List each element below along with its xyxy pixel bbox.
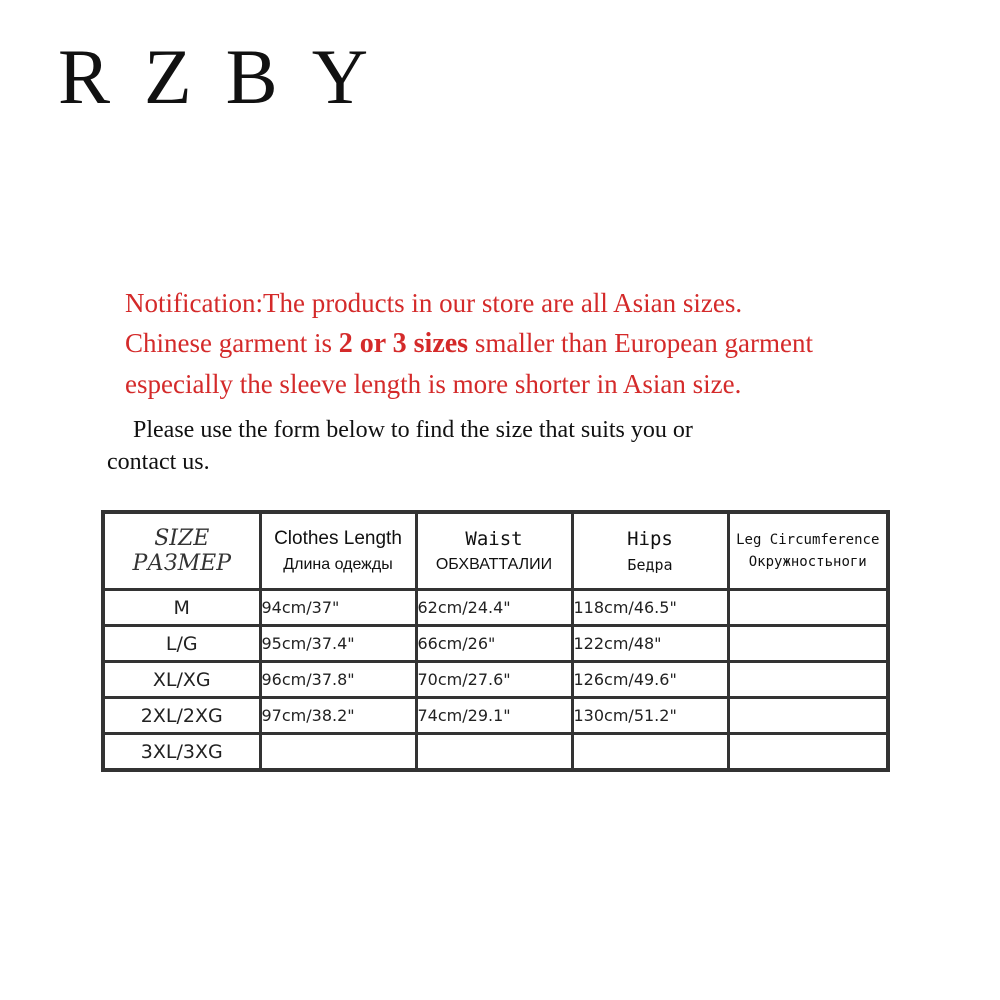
table-cell: 70cm/27.6": [416, 662, 572, 698]
table-cell: 62cm/24.4": [416, 590, 572, 626]
header-leg-circumference-ru: Окружностьноги: [748, 554, 867, 570]
table-cell: 118cm/46.5": [572, 590, 728, 626]
row-size-label: XL/XG: [103, 662, 260, 698]
table-row: [103, 698, 888, 734]
table-cell: [416, 734, 572, 771]
notification-emphasis: 2 or 3 sizes: [338, 328, 469, 359]
table-cell: [728, 590, 888, 626]
header-clothes-length-ru: Длина одежды: [283, 556, 393, 573]
notification-line-2-post: smaller than European garment: [468, 328, 813, 358]
header-hips-ru: Бедра: [627, 556, 673, 574]
header-hips: [572, 512, 728, 590]
table-cell: 66cm/26": [416, 626, 572, 662]
table-header-row: [103, 512, 888, 590]
table-cell: 95cm/37.4": [260, 626, 416, 662]
table-cell: [728, 662, 888, 698]
header-waist-ru: ОБХВАТТАЛИИ: [435, 556, 553, 573]
table-row: [103, 734, 888, 771]
table-row: [103, 626, 888, 662]
table-cell: 96cm/37.8": [260, 662, 416, 698]
table-cell: 94cm/37": [260, 590, 416, 626]
table-cell: [728, 734, 888, 771]
notification-line-2-pre: Chinese garment is: [125, 328, 339, 358]
table-row: [103, 590, 888, 626]
table-row: [103, 662, 888, 698]
table-cell: 74cm/29.1": [416, 698, 572, 734]
instruction-text: [107, 414, 693, 478]
notification-line-3: especially the sleeve length is more shorter in Asian size.: [125, 369, 742, 399]
table-cell: [572, 734, 728, 771]
notification-line-2: [125, 323, 813, 364]
header-hips-en: Hips: [627, 528, 673, 550]
header-leg-circumference-en: Leg Circumference: [736, 532, 880, 548]
table-cell: [728, 698, 888, 734]
header-leg-circumference: [728, 512, 888, 590]
instruction-line-2: contact us.: [107, 449, 210, 475]
size-chart-table: [101, 510, 890, 772]
row-size-label: L/G: [103, 626, 260, 662]
notification-line-1: Notification:The products in our store are all Asian sizes.: [125, 288, 743, 318]
instruction-line-1: Please use the form below to find the size that suits you or: [133, 417, 693, 443]
header-waist-en: Waist: [465, 528, 523, 550]
brand-logo: RZBY: [58, 33, 403, 120]
table-cell: 130cm/51.2": [572, 698, 728, 734]
table-cell: 126cm/49.6": [572, 662, 728, 698]
header-waist: [416, 512, 572, 590]
table-cell: [260, 734, 416, 771]
header-size-en: SIZE: [154, 526, 210, 551]
row-size-label: 3XL/3XG: [103, 734, 260, 771]
table-cell: [728, 626, 888, 662]
notification-text: [125, 283, 813, 404]
row-size-label: M: [103, 590, 260, 626]
header-size-ru: РАЗМЕР: [132, 551, 232, 576]
table-cell: 97cm/38.2": [260, 698, 416, 734]
header-size: [103, 512, 260, 590]
header-clothes-length-en: Clothes Length: [274, 528, 402, 549]
table-cell: 122cm/48": [572, 626, 728, 662]
header-clothes-length: [260, 512, 416, 590]
row-size-label: 2XL/2XG: [103, 698, 260, 734]
